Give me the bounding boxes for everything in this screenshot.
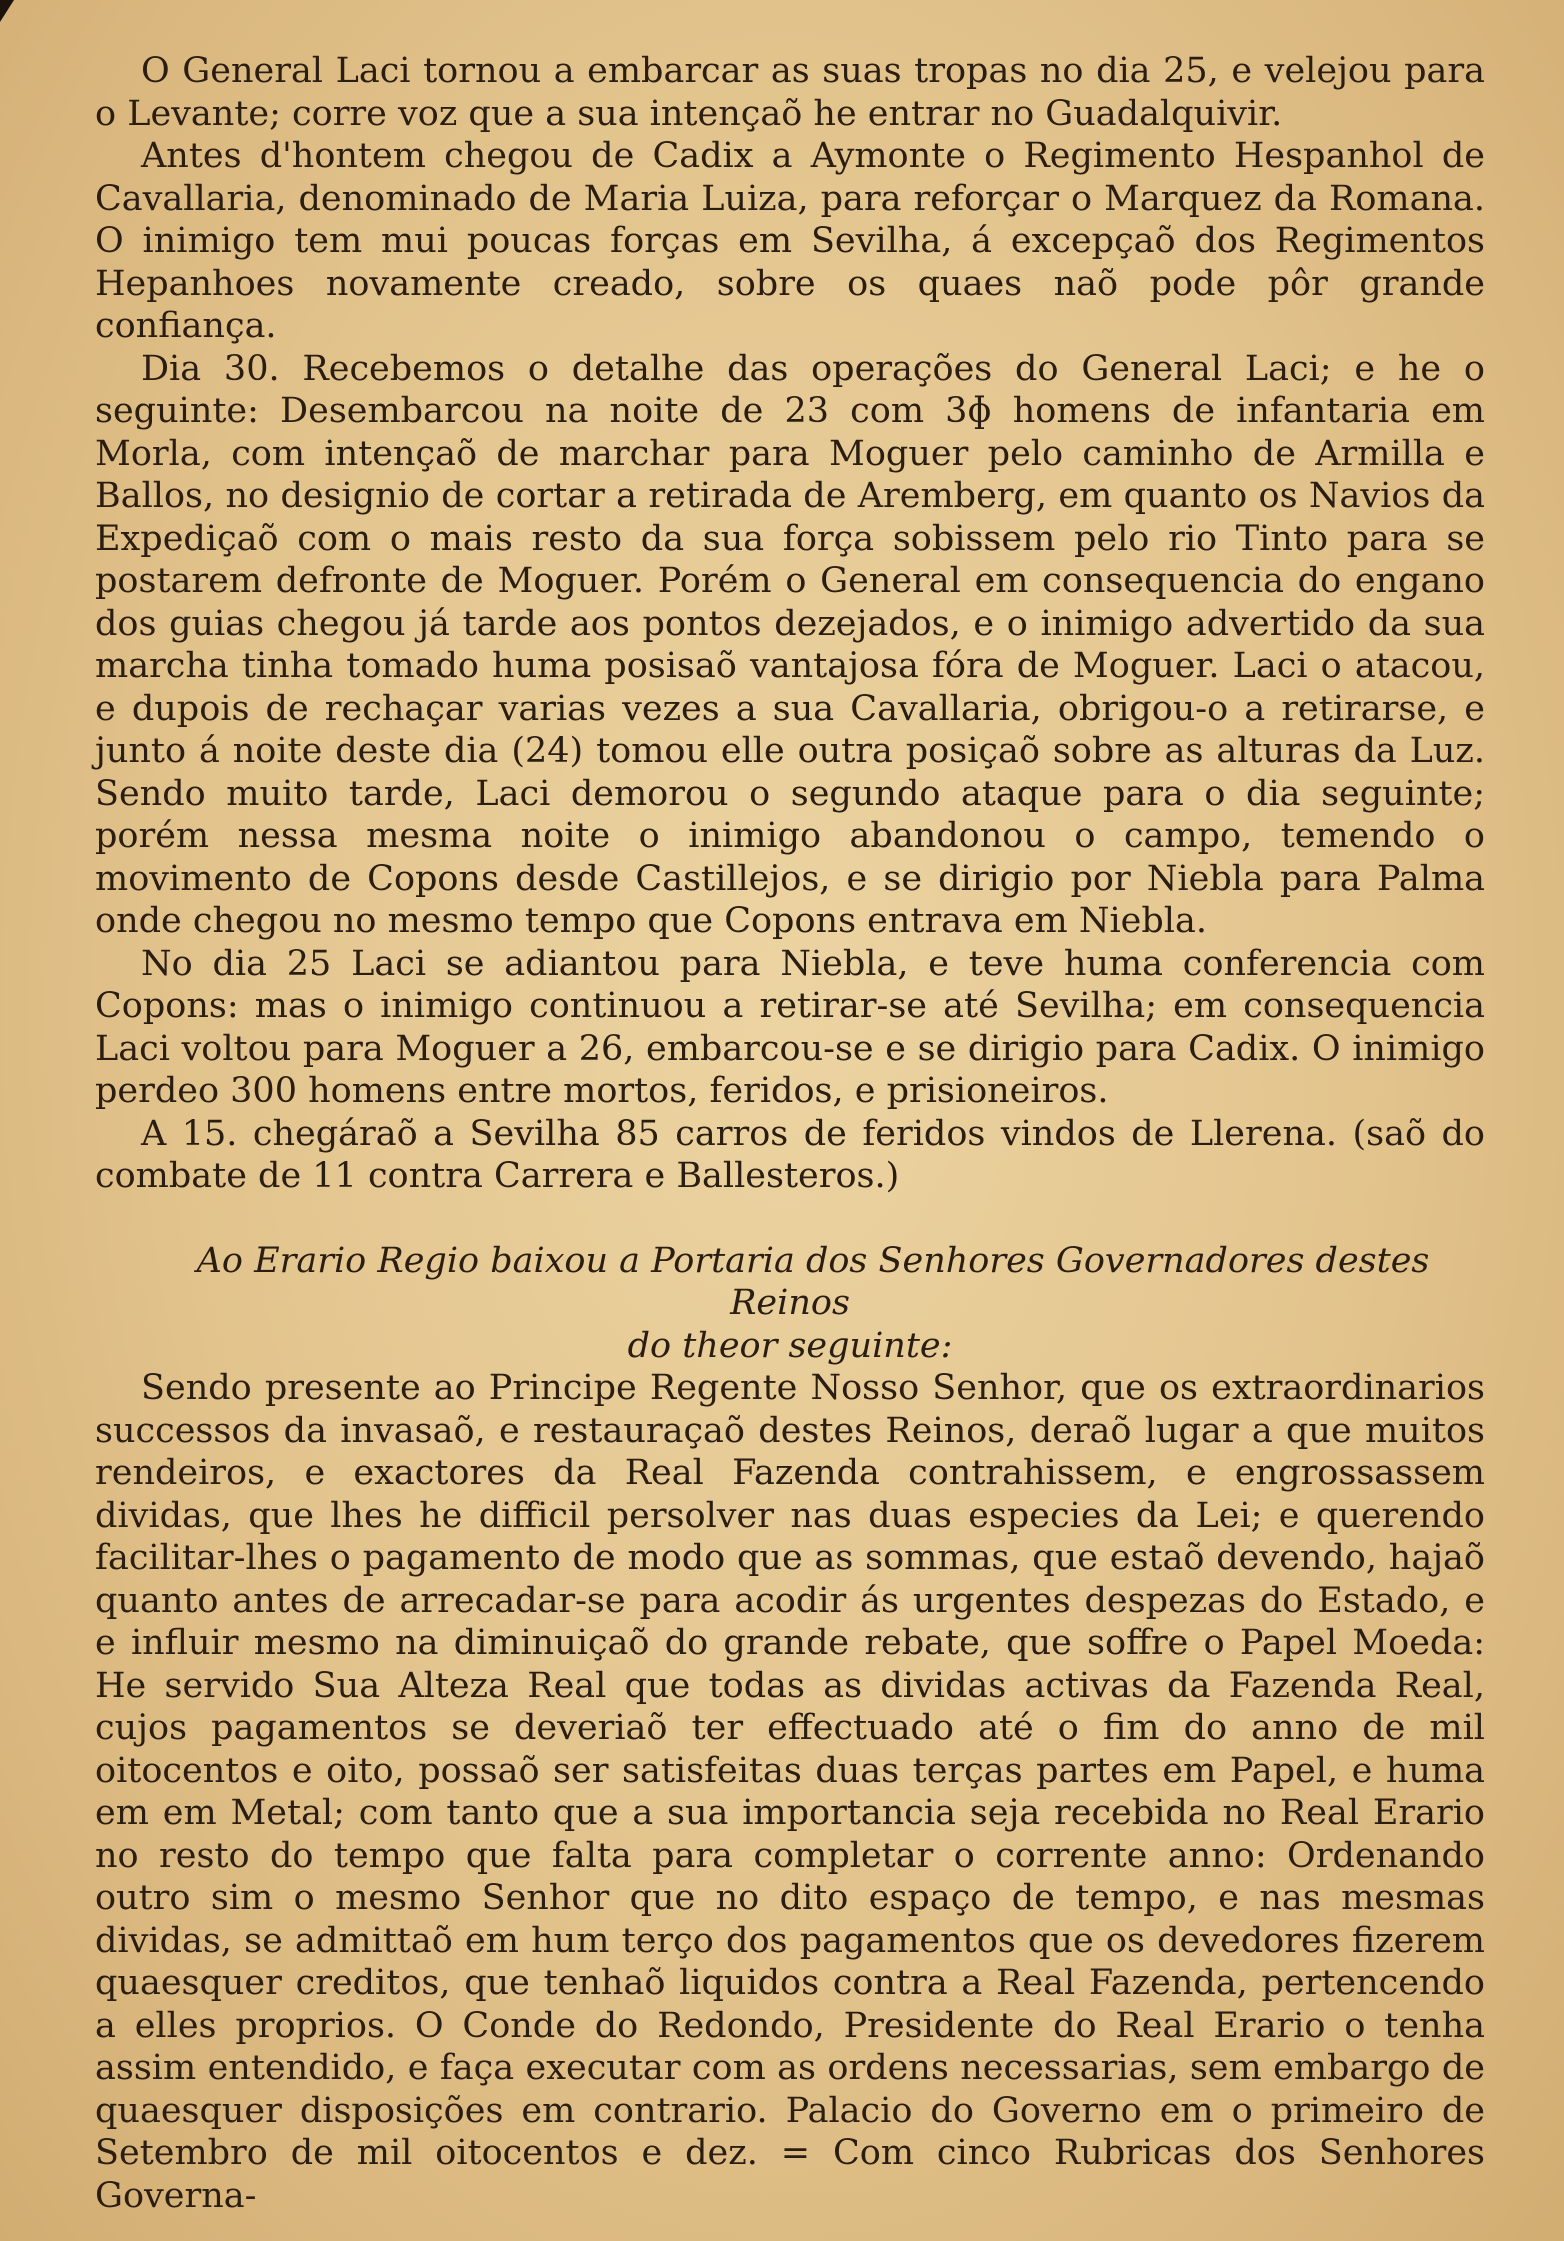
print-corner-mark (0, 0, 14, 22)
paragraph-operations-detail: Dia 30. Recebemos o detalhe das operações do General Laci; e he o seguinte: Desembarcou na noite de 23 com 3ɸ homens de infantaria em Morla, com intençaõ de marchar para Moguer pelo caminho de Armilla e Ballos, no designio de cortar a retirada de Aremberg, em quanto os Navios da Expediçaõ com o mais resto da sua força sobissem pelo rio Tinto para se postarem defronte de Moguer. Porém o General em consequencia do engano dos guias chegou já tarde aos pontos dezejados, e o inimigo advertido da sua marcha tinha tomado huma posisaõ vantajosa fóra de Moguer. Laci o atacou, e dupois de rechaçar varias vezes a sua Cavallaria, obrigou-o a retirarse, e junto á noite deste dia (24) tomou elle outra posiçaõ sobre as alturas da Luz. Sendo muito tarde, Laci demorou o segundo ataque para o dia seguinte; porém nessa mesma noite o inimigo abandonou o campo, temendo o movimento de Copons desde Castillejos, e se dirigio por Niebla para Palma onde chegou no mesmo tempo que Copons entrava em Niebla. (95, 348, 1485, 941)
paragraph-decree: Sendo presente ao Principe Regente Nosso Senhor, que os extraordinarios successos da invasaõ, e restauraçaõ destes Reinos, deraõ lugar a que muitos rendeiros, e exactores da Real Fazenda contrahissem, e engrossassem dividas, que lhes he difficil persolver nas duas especies da Lei; e querendo facilitar-lhes o pagamento de modo que as sommas, que estaõ devendo, hajaõ quanto antes de arrecadar-se para acodir ás urgentes despezas do Estado, e e influir mesmo na diminuiçaõ do grande rebate, que soffre o Papel Moeda: He servido Sua Alteza Real que todas as dividas activas da Fazenda Real, cujos pagamentos se deveriaõ ter effectuado até o fim do anno de mil oitocentos e oito, possaõ ser satisfeitas duas terças partes em Papel, e huma em em Metal; com tanto que a sua importancia seja recebida no Real Erario no resto do tempo que falta para completar o corrente anno: Ordenando outro sim o mesmo Senhor que no dito espaço de tempo, e nas mesmas dividas, se admittaõ em hum terço dos pagamentos que os devedores fizerem quaesquer creditos, que tenhaõ liquidos contra a Real Fazenda, pertencendo a elles proprios. O Conde do Redondo, Presidente do Real Erario o tenha assim entendido, e faça executar com as ordens necessarias, sem embargo de quaesquer disposições em contrario. Palacio do Governo em o primeiro de Setembro de mil oitocentos e dez. = Com cinco Rubricas dos Senhores Governa- (95, 1368, 1485, 2216)
paragraph-regiment-maria-luiza: Antes d'hontem chegou de Cadix a Aymonte o Regimento Hespanhol de Cavallaria, denominado de Maria Luiza, para reforçar o Marquez da Romana. O inimigo tem mui poucas forças em Sevilha, á excepçaõ dos Regimentos Hepanhoes novamente creado, sobre os quaes naõ pode pôr grande confiança. (95, 136, 1485, 346)
document-page (95, 50, 1485, 2217)
paragraph-laci-embarcation: O General Laci tornou a embarcar as suas tropas no dia 25, e velejou para o Levante; corre voz que a sua intençaõ he entrar no Guadalquivir. (95, 51, 1485, 134)
section-gap (95, 1198, 1485, 1240)
paragraph-niebla-conference: No dia 25 Laci se adiantou para Niebla, e teve huma conferencia com Copons: mas o inimigo continuou a retirar-se até Sevilha; em consequencia Laci voltou para Moguer a 26, embarcou-se e se dirigio para Cadix. O inimigo perdeo 300 homens entre mortos, feridos, e prisioneiros. (95, 943, 1485, 1111)
paragraph-wounded-sevilha: A 15. chegáraõ a Sevilha 85 carros de feridos vindos de Llerena. (saõ do combate de 11 contra Carrera e Ballesteros.) (95, 1113, 1485, 1196)
section-heading-portaria: Ao Erario Regio baixou a Portaria dos Senhores Governadores destes Reinos do theor seguinte: (196, 1240, 1430, 1366)
